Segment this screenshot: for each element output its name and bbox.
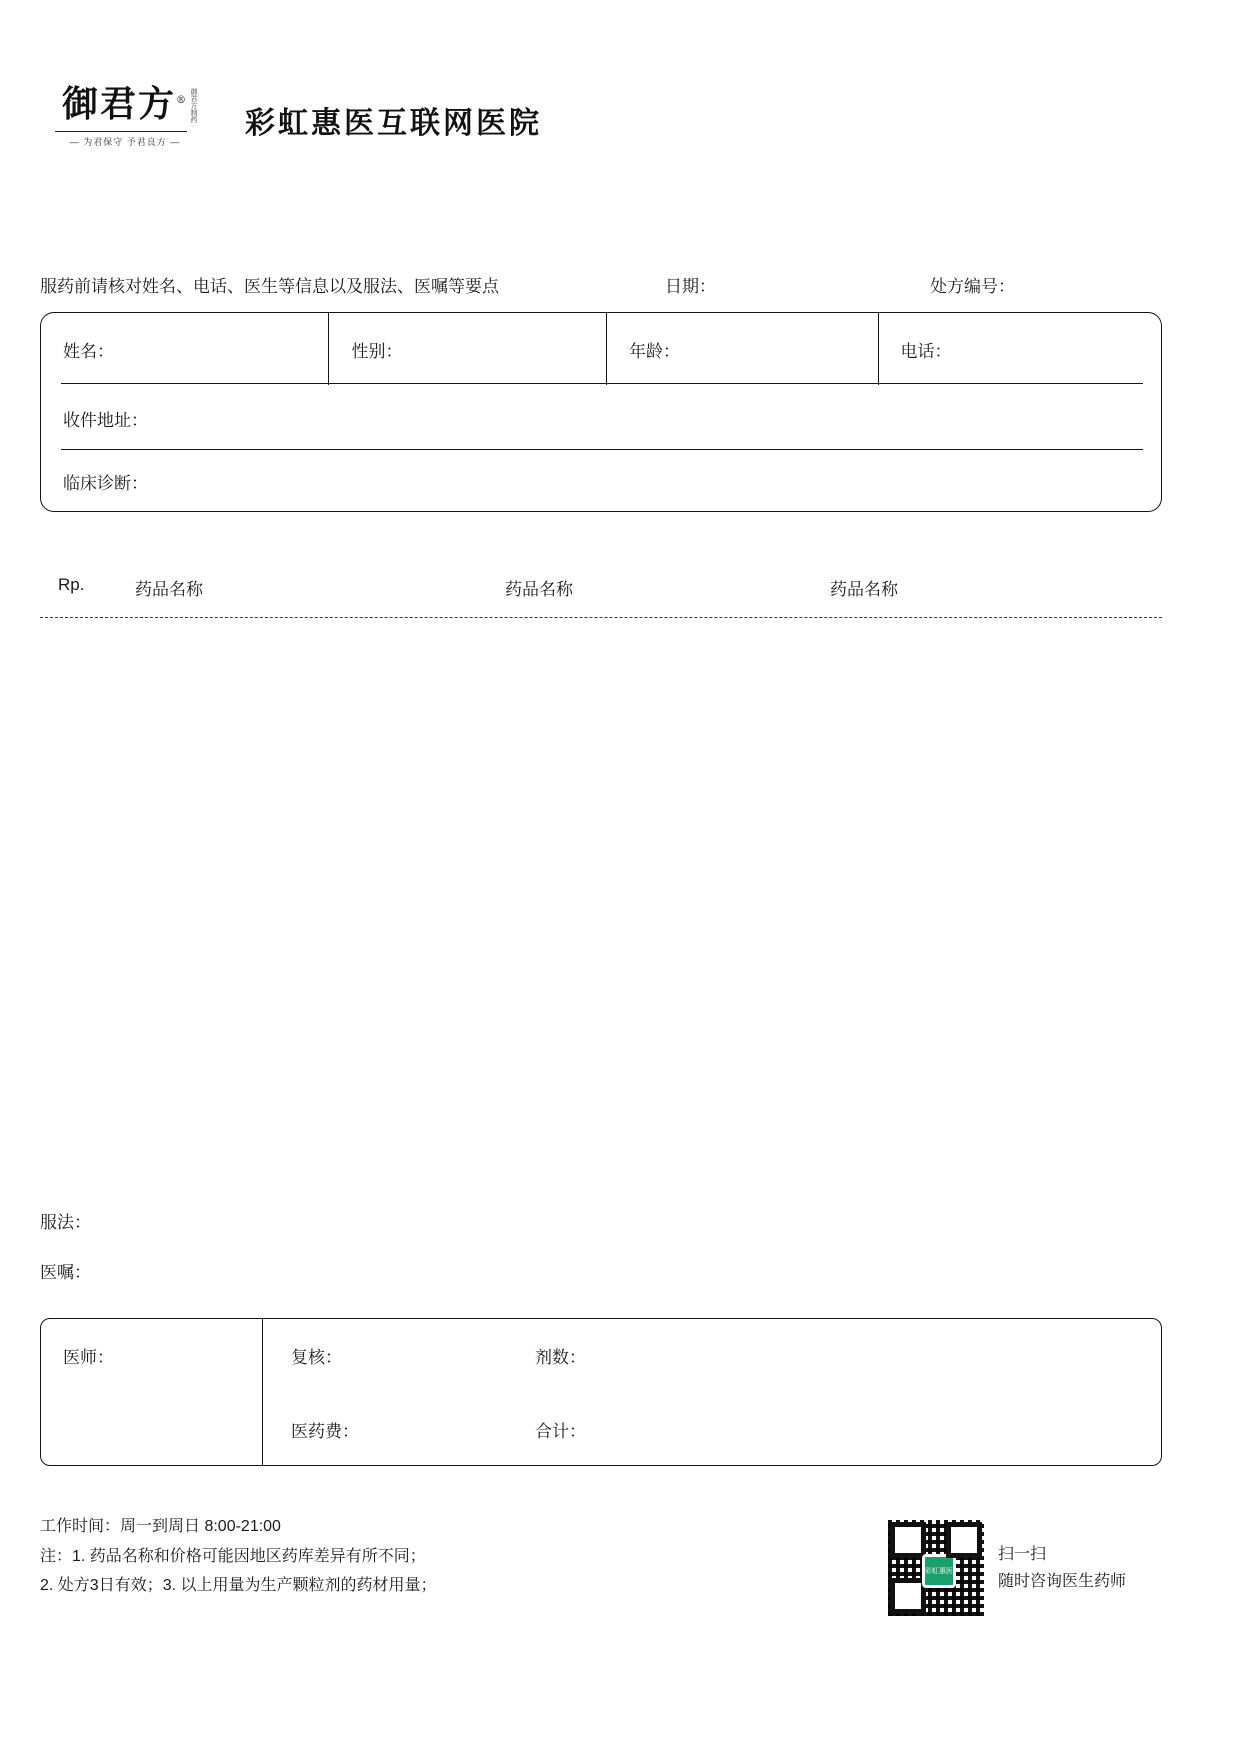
logo-vertical-text: 御君方制药 [190,87,197,123]
field-phone[interactable] [878,313,1162,385]
hospital-name: 彩虹惠医互联网医院 [245,105,542,141]
rp-label: Rp. [58,575,85,594]
drug-column-header-2: 药品名称 [505,580,573,599]
field-doctor[interactable] [41,1319,263,1465]
field-name[interactable] [41,313,328,385]
drug-column-header-1: 药品名称 [135,580,203,599]
prescription-number-label: 处方编号： [930,277,1015,296]
usage-label: 服法： [40,1213,91,1232]
drug-column-header-3: 药品名称 [830,580,898,599]
document-header [55,85,542,148]
registered-mark-icon: ® [176,95,188,106]
signature-row-1 [263,1319,1161,1393]
name-label: 姓名： [63,341,114,361]
info-divider-2 [61,449,1143,450]
field-age[interactable] [606,313,878,385]
date-label: 日期： [665,277,716,296]
rp-dashed-divider [40,617,1162,618]
signature-row-2 [263,1393,1161,1467]
logo-characters: 御君方 [61,83,176,125]
qr-caption-line-2: 随时咨询医生药师 [998,1573,1127,1590]
age-label: 年龄： [628,341,680,361]
patient-info-box [40,312,1162,512]
doctor-label: 医师： [63,1348,114,1367]
advice-label: 医嘱： [40,1263,91,1282]
work-hours: 工作时间：周一到周日 8:00-21:00 [40,1518,281,1535]
rp-header-row [40,575,1162,603]
patient-info-row-1 [41,313,1161,385]
field-diagnosis[interactable] [41,451,1161,511]
qr-section [888,1520,1126,1616]
info-divider-1 [61,383,1143,384]
qr-caption [998,1541,1126,1595]
footer-notes [40,1512,436,1601]
medicine-fee-label: 医药费： [291,1422,359,1441]
notice-text: 服药前请核对姓名、电话、医生等信息以及服法、医嘱等要点 [40,277,499,296]
doses-label: 剂数： [535,1348,586,1367]
logo-text [55,85,195,125]
qr-caption-line-1: 扫一扫 [998,1545,1047,1563]
diagnosis-label: 临床诊断： [63,473,148,493]
field-address[interactable] [41,385,1161,451]
qr-code-icon[interactable] [888,1520,984,1616]
address-label: 收件地址： [63,410,148,430]
recheck-label: 复核： [291,1348,342,1367]
qr-finder-bottom-left [890,1578,926,1614]
qr-center-logo: 彩虹惠医 [922,1554,956,1588]
phone-label: 电话： [900,341,952,361]
field-gender[interactable] [328,313,606,385]
logo-divider [55,131,187,132]
brand-logo [55,85,195,148]
gender-label: 性别： [351,341,403,361]
total-label: 合计： [535,1422,586,1441]
signature-right-group [263,1319,1161,1465]
note-line-1: 注：1. 药品名称和价格可能因地区药库差异有所不同； [40,1547,426,1565]
note-line-2: 2. 处方3日有效；3. 以上用量为生产颗粒剂的药材用量； [40,1577,437,1595]
logo-slogan: — 为君保守 予君良方 — [69,136,181,147]
signature-box [40,1318,1162,1466]
